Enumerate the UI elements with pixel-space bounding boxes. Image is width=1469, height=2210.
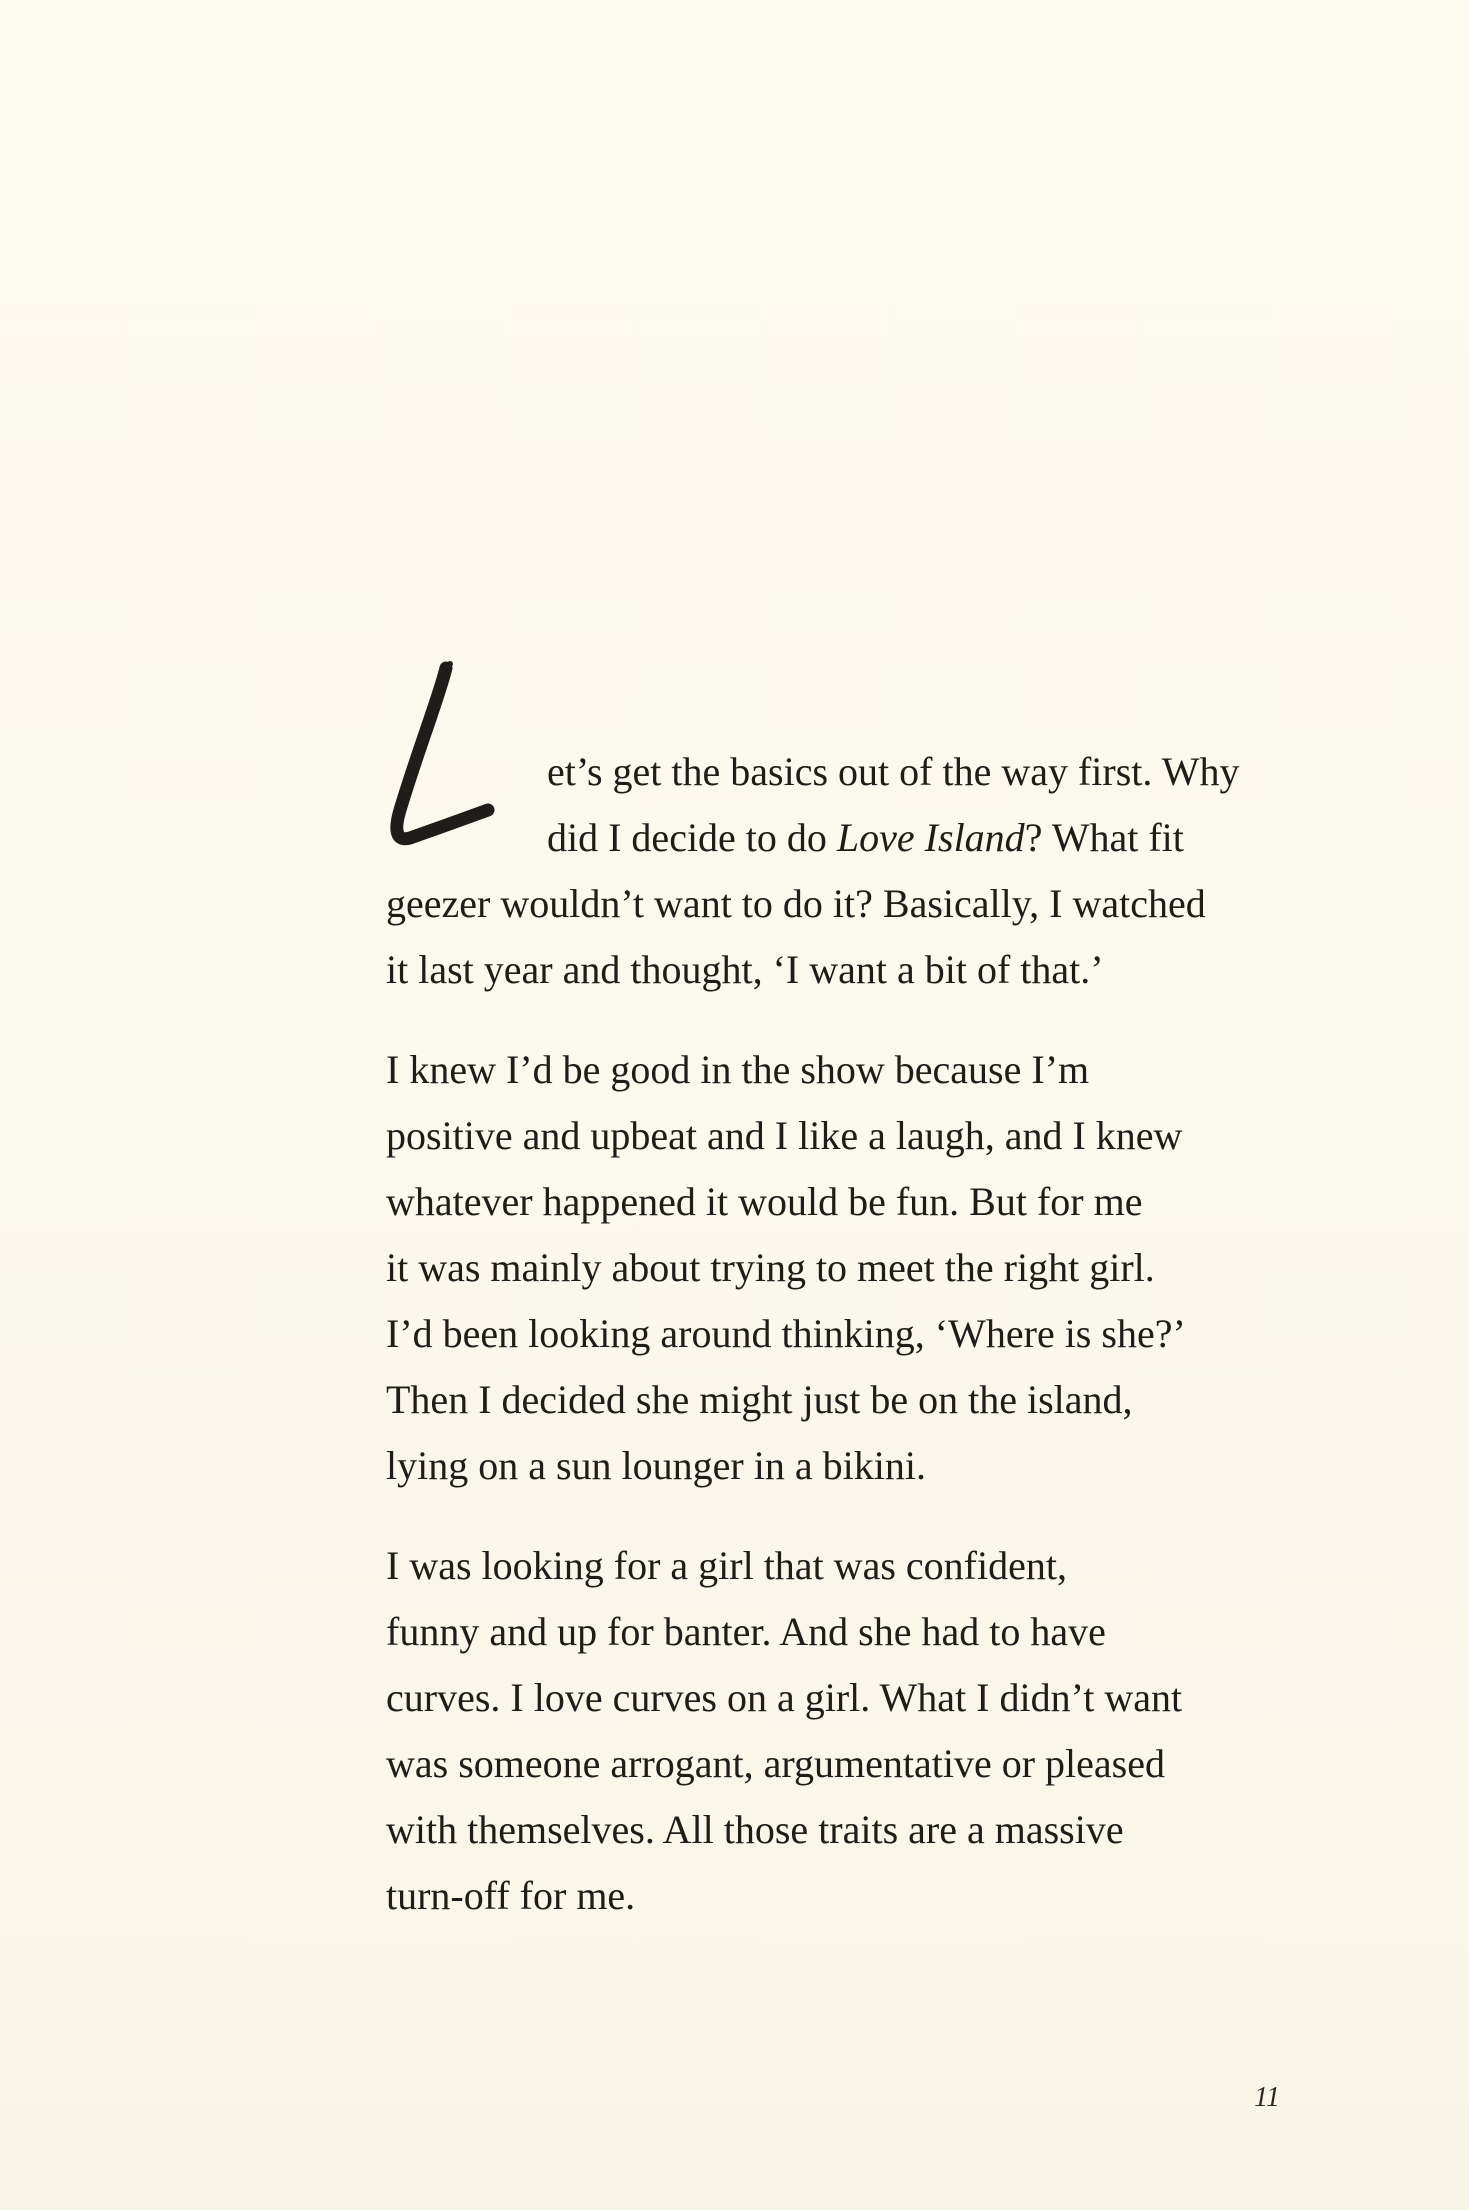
text-line: et’s get the basics out of the way first. Why: [547, 749, 1240, 794]
text-line: lying on a sun lounger in a bikini.: [386, 1443, 926, 1488]
drop-cap-letter: [378, 660, 508, 860]
text-line: funny and up for banter. And she had to have: [386, 1609, 1106, 1654]
text-line: was someone arrogant, argumentative or pleased: [386, 1741, 1165, 1786]
text-line: it was mainly about trying to meet the right girl.: [386, 1245, 1155, 1290]
text-line: it last year and thought, ‘I want a bit of that.’: [386, 947, 1104, 992]
text-line: positive and upbeat and I like a laugh, and I knew: [386, 1113, 1183, 1158]
text-line: I’d been looking around thinking, ‘Where is she?’: [386, 1311, 1186, 1356]
text-line: [547, 815, 1184, 860]
text-line: curves. I love curves on a girl. What I didn’t want: [386, 1675, 1183, 1720]
text-line: geezer wouldn’t want to do it? Basically, I watched: [386, 881, 1206, 926]
text-line: whatever happened it would be fun. But for me: [386, 1179, 1143, 1224]
page-number: 11: [1254, 2082, 1280, 2113]
text-line: I was looking for a girl that was confident,: [386, 1543, 1067, 1588]
text-line: with themselves. All those traits are a massive: [386, 1807, 1124, 1852]
text-segment: ? What fit: [1024, 815, 1184, 860]
show-title: Love Island: [836, 815, 1025, 860]
text-segment: did I decide to do: [547, 815, 837, 860]
text-line: turn-off for me.: [386, 1873, 636, 1918]
text-line: I knew I’d be good in the show because I’m: [386, 1047, 1090, 1092]
text-line: Then I decided she might just be on the island,: [386, 1377, 1133, 1422]
